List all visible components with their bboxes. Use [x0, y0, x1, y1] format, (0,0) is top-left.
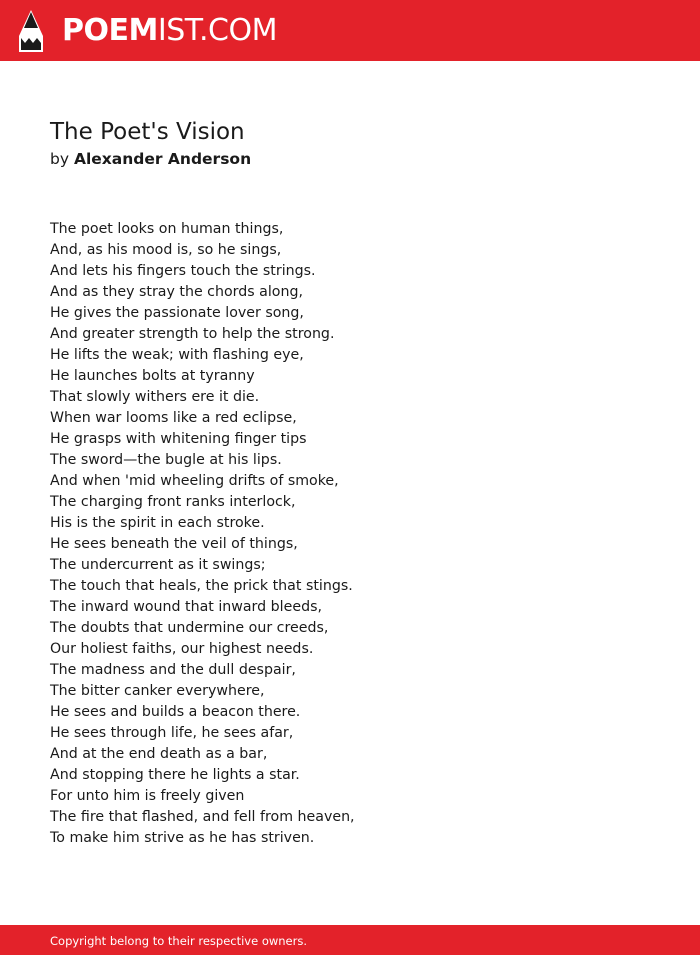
poem-line: He sees through life, he sees afar,	[50, 725, 294, 741]
poem-line: He grasps with whitening finger tips	[50, 431, 307, 447]
poem-line: He lifts the weak; with flashing eye,	[50, 347, 304, 363]
poem-line: The poet looks on human things,	[50, 221, 284, 237]
poem-line: He launches bolts at tyranny	[50, 368, 255, 384]
poem-line: The charging front ranks interlock,	[50, 494, 296, 510]
poem-line: And greater strength to help the strong.	[50, 326, 335, 342]
copyright-notice: Copyright belong to their respective owners.	[50, 934, 308, 948]
poem-line: The doubts that undermine our creeds,	[50, 620, 329, 636]
poem-line: He sees and builds a beacon there.	[50, 704, 301, 720]
poem-line: That slowly withers ere it die.	[50, 389, 260, 405]
poem-line: The fire that flashed, and fell from heaven,	[50, 809, 355, 825]
poem-line: The bitter canker everywhere,	[50, 683, 265, 699]
poem-line: The sword—the bugle at his lips.	[50, 452, 282, 468]
poem-body	[50, 219, 355, 849]
poem-line: And stopping there he lights a star.	[50, 767, 300, 783]
poem-line: The touch that heals, the prick that stings.	[50, 578, 353, 594]
logo-text-light: IST.COM	[157, 13, 277, 48]
byline-prefix: by	[50, 150, 70, 168]
poem-line: And lets his fingers touch the strings.	[50, 263, 316, 279]
poem-line: The undercurrent as it swings;	[50, 557, 266, 573]
poem-line: When war looms like a red eclipse,	[50, 410, 297, 426]
site-footer	[0, 925, 700, 955]
poem-line: He gives the passionate lover song,	[50, 305, 304, 321]
poem-line: The inward wound that inward bleeds,	[50, 599, 322, 615]
poem-line: He sees beneath the veil of things,	[50, 536, 298, 552]
site-logo[interactable]	[62, 12, 277, 50]
poem-line: For unto him is freely given	[50, 788, 245, 804]
poem-byline	[50, 148, 251, 170]
poem-line: And as they stray the chords along,	[50, 284, 303, 300]
poem-line: To make him strive as he has striven.	[50, 830, 315, 846]
poem-line: His is the spirit in each stroke.	[50, 515, 265, 531]
pencil-logo-icon[interactable]	[19, 10, 43, 52]
poem-line: And, as his mood is, so he sings,	[50, 242, 282, 258]
poem-line: And when 'mid wheeling drifts of smoke,	[50, 473, 339, 489]
site-header	[0, 0, 700, 61]
poem-title: The Poet's Vision	[50, 119, 245, 145]
poem-line: The madness and the dull despair,	[50, 662, 296, 678]
logo-text-bold: POEM	[62, 13, 158, 48]
poem-author: Alexander Anderson	[73, 150, 252, 168]
poem-line: And at the end death as a bar,	[50, 746, 268, 762]
poem-line: Our holiest faiths, our highest needs.	[50, 641, 314, 657]
